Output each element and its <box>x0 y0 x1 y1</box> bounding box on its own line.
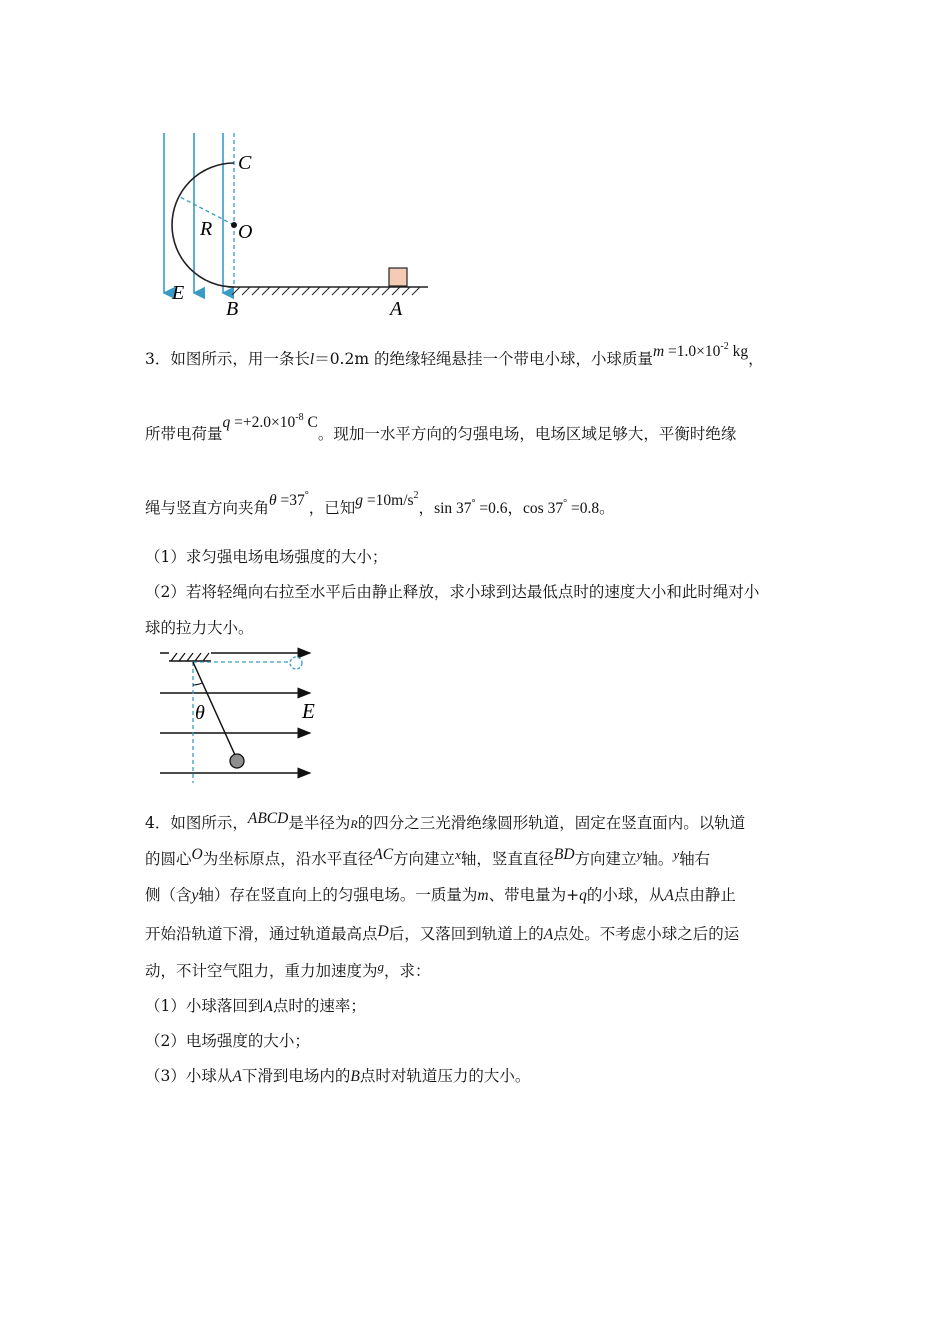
q4-text: 点时的速率； <box>272 997 366 1015</box>
q4-text: 轴）存在竖直向上的匀强电场。一质量为 <box>198 886 478 904</box>
q4-text: ，求： <box>384 962 431 980</box>
q4-line-1 <box>145 810 746 834</box>
figure-2-pendulum-diagram <box>155 645 325 785</box>
q4-text: 的四分之三光滑绝缘圆形轨道，固定在竖直面内。以轨道 <box>357 814 746 832</box>
var-o: O <box>191 846 203 863</box>
q4-line-2 <box>145 846 711 870</box>
pendulum-ball <box>230 754 244 768</box>
q4-text: 点处。不考虑小球之后的运 <box>553 925 740 943</box>
sin-value: =0.6 <box>475 500 508 517</box>
var-y: y <box>673 847 680 862</box>
var-b: B <box>350 1068 360 1085</box>
q4-text: 为坐标原点，沿水平直径 <box>202 850 374 868</box>
q4-sub-3 <box>145 1066 530 1087</box>
q4-text: 开始沿轨道下滑，通过轨道最高点 <box>145 925 378 943</box>
label-c: C <box>238 152 252 174</box>
q4-text: 方向建立 <box>574 850 637 868</box>
var-ac: AC <box>373 846 394 863</box>
charge-exponent: -8 <box>295 412 304 423</box>
center-point <box>231 222 237 228</box>
var-q: q <box>579 887 587 904</box>
var-x: x <box>455 847 461 862</box>
var-a: A <box>543 926 554 943</box>
q3-sub-2-line-2: 球的拉力大小。 <box>145 619 254 637</box>
var-r: R <box>350 817 358 831</box>
label-e: E <box>172 282 185 304</box>
q4-line-3 <box>145 885 736 906</box>
q4-line-5 <box>145 961 431 982</box>
cos-value: =0.8 <box>567 500 600 517</box>
q4-text: 轴右 <box>679 850 711 868</box>
var-bd: BD <box>553 846 575 863</box>
q3-line-1 <box>145 341 764 372</box>
figure-1-track-diagram <box>150 125 440 320</box>
label-o: O <box>238 221 253 243</box>
q4-text: 后，又落回到轨道上的 <box>388 925 544 943</box>
q3-text: 。现加一水平方向的匀强电场，电场区域足够大，平衡时绝缘 <box>317 425 737 443</box>
var-theta: θ <box>269 492 277 509</box>
var-abcd: ABCD <box>247 810 289 827</box>
q4-text: 方向建立 <box>393 850 456 868</box>
mass-value: =1.0×10 <box>664 343 721 360</box>
var-g: g <box>355 492 364 509</box>
q4-text: 动，不计空气阻力，重力加速度为 <box>145 962 378 980</box>
q4-sub-2: （2）电场强度的大小； <box>145 1032 310 1050</box>
q3-text: 3．如图所示，用一条长 <box>145 350 310 368</box>
var-d: D <box>377 923 389 940</box>
var-q: q <box>222 414 231 431</box>
g-exponent: 2 <box>413 490 419 501</box>
q3-text: ＝0.2m 的绝缘轻绳悬挂一个带电小球，小球质量 <box>314 350 653 368</box>
var-y: y <box>191 887 199 904</box>
var-a: A <box>263 998 273 1015</box>
q4-text: 4．如图所示， <box>145 814 248 832</box>
label-theta: θ <box>195 702 205 724</box>
q4-text: 的圆心 <box>145 850 192 868</box>
cos-text: cos 37 <box>523 500 564 517</box>
q3-text: ， <box>418 499 435 517</box>
var-m: m <box>652 343 665 360</box>
q3-text: 。 <box>599 499 615 517</box>
q4-text: 轴。 <box>642 850 674 868</box>
released-ball-dashed <box>290 657 302 669</box>
q3-sub-2-line-1: （2）若将轻绳向右拉至水平后由静止释放，求小球到达最低点时的速度大小和此时绳对小 <box>145 583 760 601</box>
mass-unit: kg <box>728 343 749 360</box>
q4-text: 侧（含 <box>145 886 192 904</box>
q4-text: （1）小球落回到 <box>145 997 264 1015</box>
var-g: g <box>377 959 385 974</box>
mass-exponent: -2 <box>720 341 729 352</box>
var-a: A <box>232 1068 242 1085</box>
q4-sub-1 <box>145 996 366 1017</box>
label-r: R <box>200 218 213 240</box>
q3-line-3 <box>145 490 615 521</box>
q4-text: 轴，竖直直径 <box>460 850 554 868</box>
degree-sign: ° <box>304 490 309 501</box>
var-m: m <box>477 887 489 904</box>
label-a: A <box>390 298 403 320</box>
var-y: y <box>636 847 643 862</box>
degree-sign: ° <box>471 498 476 509</box>
var-a: A <box>664 887 674 904</box>
label-e: E <box>302 699 315 723</box>
q3-text: ， <box>507 499 524 517</box>
q4-line-4 <box>145 924 739 945</box>
label-b: B <box>226 298 239 320</box>
q4-text: 是半径为 <box>288 814 351 832</box>
charge-unit: C <box>303 414 318 431</box>
q4-text: 的小球，从 <box>586 886 665 904</box>
g-value: =10m/s <box>363 492 414 509</box>
sin-text: sin 37 <box>434 500 472 517</box>
charge-value: =+2.0×10 <box>230 414 296 431</box>
q3-sub-1: （1）求匀强电场电场强度的大小； <box>145 548 388 566</box>
q3-text: 绳与竖直方向夹角 <box>145 499 270 517</box>
block-a <box>389 268 407 286</box>
q4-text: 点时对轨道压力的大小。 <box>359 1067 531 1085</box>
q3-text: ，已知 <box>308 499 356 517</box>
q4-text: 点由静止 <box>673 886 736 904</box>
q3-text: ， <box>748 350 764 368</box>
q4-text: 下滑到电场内的 <box>241 1067 351 1085</box>
ground-hatching <box>232 287 420 295</box>
q3-text: 所带电荷量 <box>145 425 223 443</box>
var-l: l <box>309 351 315 368</box>
degree-sign: ° <box>563 498 568 509</box>
theta-value: =37 <box>276 492 305 509</box>
q4-text: 、带电量为+ <box>488 886 580 904</box>
angle-arc <box>193 683 202 685</box>
q4-text: （3）小球从 <box>145 1067 233 1085</box>
